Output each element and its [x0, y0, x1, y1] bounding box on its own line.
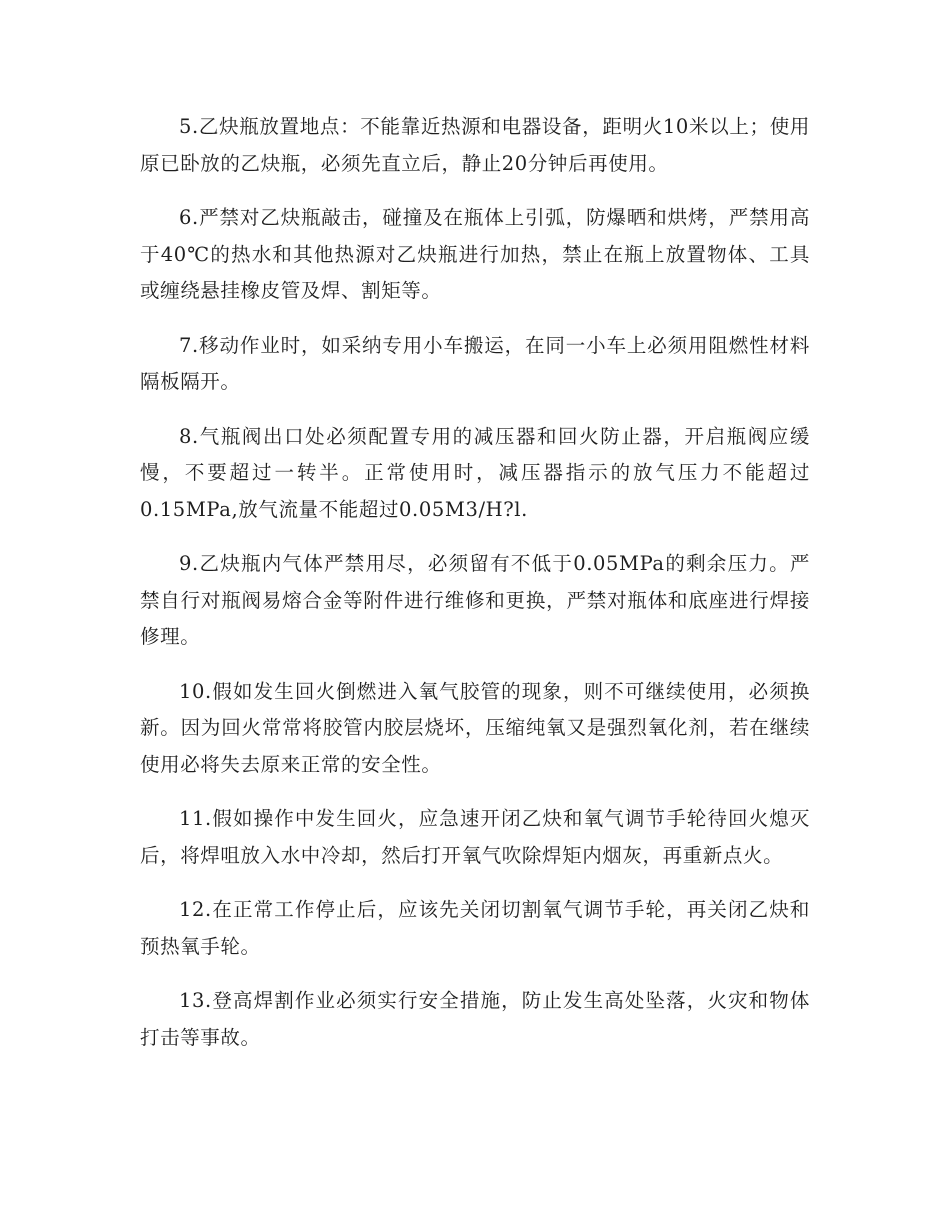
- paragraph-item-7: 7.移动作业时，如采纳专用小车搬运，在同一小车上必须用阻燃性材料隔板隔开。: [140, 333, 810, 393]
- paragraph-item-11: 11.假如操作中发生回火，应急速开闭乙炔和氧气调节手轮待回火熄灭后，将焊咀放入水中冷却，然后打开氧气吹除焊矩内烟灰，再重新点火。: [140, 807, 810, 867]
- document-body: [140, 109, 810, 1074]
- paragraph-item-8: 8.气瓶阀出口处必须配置专用的减压器和回火防止器，开启瓶阀应缓慢，不要超过一转半。正常使用时，减压器指示的放气压力不能超过0.15MPa,放气流量不能超过0.05M3/H?l.: [140, 424, 810, 521]
- paragraph-item-9: 9.乙炔瓶内气体严禁用尽，必须留有不低于0.05MPa的剩余压力。严禁自行对瓶阀易熔合金等附件进行维修和更换，严禁对瓶体和底座进行焊接修理。: [140, 552, 810, 648]
- paragraph-item-12: 12.在正常工作停止后，应该先关闭切割氧气调节手轮，再关闭乙炔和预热氧手轮。: [140, 898, 810, 958]
- paragraph-item-5: 5.乙炔瓶放置地点：不能靠近热源和电器设备，距明火10米以上；使用原已卧放的乙炔瓶，必须先直立后，静止20分钟后再使用。: [140, 115, 810, 175]
- paragraph-item-10: 10.假如发生回火倒燃进入氧气胶管的现象，则不可继续使用，必须换新。因为回火常常将胶管内胶层烧坏，压缩纯氧又是强烈氧化剂，若在继续使用必将失去原来正常的安全性。: [140, 679, 810, 776]
- paragraph-item-13: 13.登高焊割作业必须实行安全措施，防止发生高处坠落，火灾和物体打击等事故。: [140, 989, 810, 1049]
- paragraph-item-6: 6.严禁对乙炔瓶敲击，碰撞及在瓶体上引弧，防爆晒和烘烤，严禁用高于40℃的热水和其他热源对乙炔瓶进行加热，禁止在瓶上放置物体、工具或缠绕悬挂橡皮管及焊、割矩等。: [140, 206, 810, 302]
